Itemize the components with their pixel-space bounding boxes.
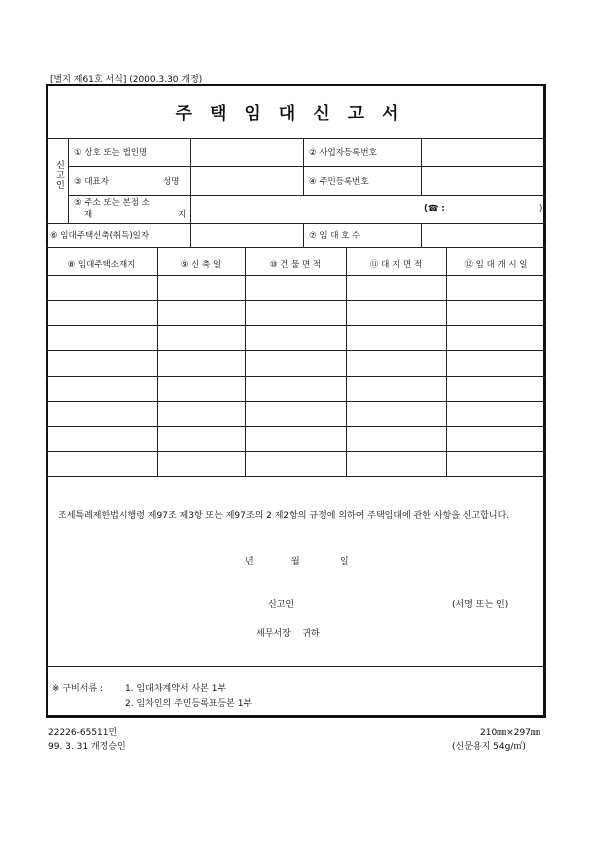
table-col-divider: [346, 247, 347, 476]
date-month-label: 월: [291, 557, 300, 567]
signature-note: (서명 또는 인): [452, 600, 509, 610]
recipient-label: 세무서장 귀하: [256, 629, 320, 639]
business-name-label: ① 상호 또는 법인명: [74, 148, 148, 158]
table-col-divider: [157, 247, 158, 476]
address-label-cont: 재: [84, 210, 93, 220]
resident-number-label: ④ 주민등록번호: [309, 177, 369, 187]
paper-size: 210㎜×297㎜: [480, 728, 540, 738]
table-row-divider: [46, 350, 546, 351]
table-row-divider: [46, 376, 546, 377]
acquisition-date-field[interactable]: [191, 224, 302, 247]
form-code: 22226-65511민: [48, 728, 118, 738]
business-name-field[interactable]: [191, 139, 302, 166]
table-row-divider: [46, 325, 546, 326]
table-header-land-area: ⑪ 대 지 면 적: [369, 260, 423, 270]
form-title: 주택임대신고서: [175, 103, 417, 124]
divider: [303, 223, 304, 247]
reporter-group-text: 신고인: [54, 160, 64, 190]
address-label: ⑤ 주소 또는 본점 소: [74, 198, 150, 208]
required-documents-label: ※ 구비서류 :: [52, 684, 104, 694]
form-number-label: [별지 제61호 서식] (2000.3.30 개정): [50, 75, 203, 85]
declaration-statement: 조세특례제한법시행령 제97조 제3항 또는 제97조의 2 제2항의 규정에 의하여 주택임대에 관한 사항을 신고합니다.: [58, 511, 510, 521]
documents-divider: [46, 666, 546, 667]
business-number-field[interactable]: [422, 139, 544, 166]
phone-label: (☎ :: [424, 204, 445, 214]
table-header-floor-area: ⑩ 건 물 면 적: [269, 260, 322, 270]
table-col-divider: [446, 247, 447, 476]
table-header-build-date: ⑨ 신 축 일: [180, 260, 222, 270]
rental-units-label: ⑦ 임 대 호 수: [309, 231, 361, 241]
representative-name-label: 성명: [163, 177, 180, 187]
table-row-divider: [46, 451, 546, 452]
date-day-label: 일: [340, 557, 349, 567]
table-row-divider: [46, 300, 546, 301]
signer-label: 신고인: [268, 600, 295, 610]
table-row-divider: [46, 401, 546, 402]
required-document-1: 1. 임대차계약서 사본 1부: [125, 684, 227, 694]
table-header-location: ⑧ 임대주택소재지: [67, 260, 136, 270]
phone-close: ): [539, 204, 543, 214]
acquisition-date-label: ⑥ 임대주택신축(취득)일자: [50, 231, 150, 241]
rental-units-field[interactable]: [422, 224, 544, 247]
table-header-start-date: ⑫ 임 대 개 시 일: [464, 260, 528, 270]
approval-date: 99. 3. 31 개정승인: [48, 742, 126, 752]
divider: [303, 138, 304, 195]
reporter-group-label: [52, 160, 62, 195]
table-row-divider: [46, 426, 546, 427]
divider: [68, 138, 69, 223]
table-header-divider: [46, 275, 546, 276]
representative-label: ③ 대표자: [74, 177, 109, 187]
date-year-label: 년: [245, 557, 254, 567]
address-field[interactable]: [191, 196, 421, 223]
resident-number-field[interactable]: [422, 167, 544, 195]
representative-name-field[interactable]: [191, 167, 302, 195]
table-col-divider: [245, 247, 246, 476]
required-document-2: 2. 임차인의 주민등록표등본 1부: [125, 699, 253, 709]
paper-spec: (신문용지 54g/㎡): [452, 742, 526, 752]
address-label-cont2: 지: [178, 210, 187, 220]
rental-table: [46, 247, 546, 476]
business-number-label: ② 사업자등록번호: [309, 148, 377, 158]
table-bottom-divider: [46, 476, 546, 477]
